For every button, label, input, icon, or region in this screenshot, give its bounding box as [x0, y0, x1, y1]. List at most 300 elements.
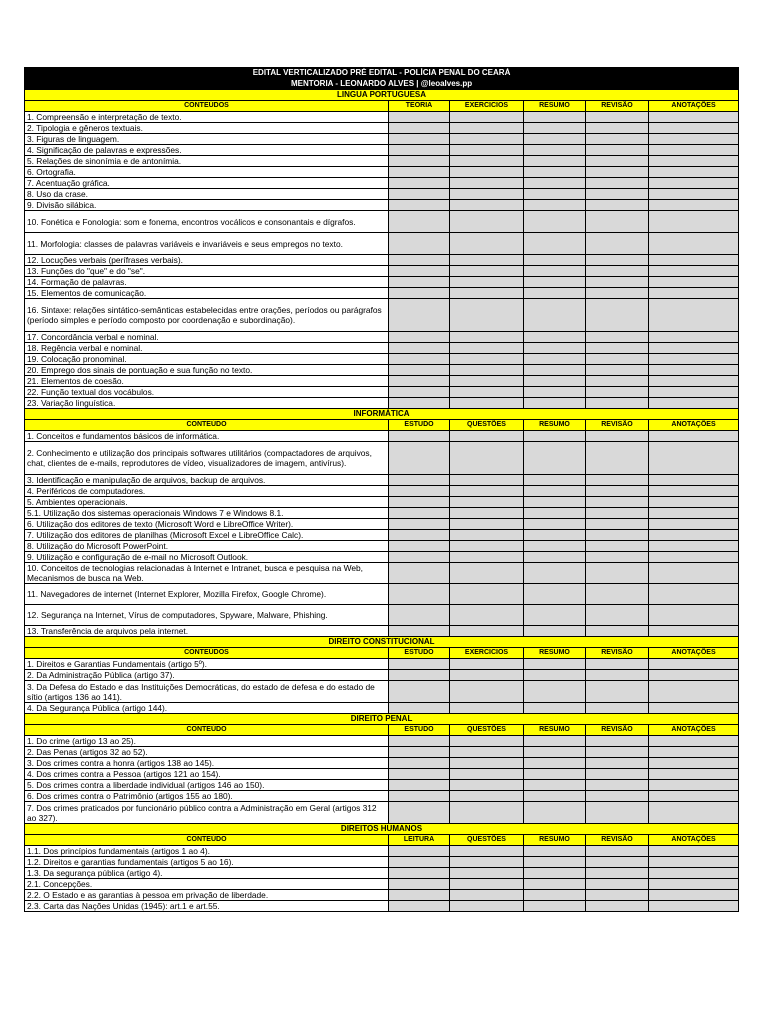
table-row: [25, 376, 739, 387]
progress-cell[interactable]: [524, 233, 586, 255]
table-row: [25, 605, 739, 626]
progress-cell[interactable]: [649, 112, 739, 123]
progress-cell[interactable]: [524, 475, 586, 486]
progress-cell[interactable]: [586, 486, 649, 497]
progress-cell[interactable]: [450, 769, 524, 780]
progress-cell[interactable]: [586, 530, 649, 541]
table-row: [25, 703, 739, 714]
progress-cell[interactable]: [586, 112, 649, 123]
progress-cell[interactable]: [389, 431, 450, 442]
progress-cell[interactable]: [586, 758, 649, 769]
progress-cell[interactable]: [389, 299, 450, 332]
progress-cell[interactable]: [524, 277, 586, 288]
progress-cell[interactable]: [649, 233, 739, 255]
progress-cell[interactable]: [649, 670, 739, 681]
progress-cell[interactable]: [389, 255, 450, 266]
progress-cell[interactable]: [450, 343, 524, 354]
progress-cell[interactable]: [649, 879, 739, 890]
progress-cell[interactable]: [586, 233, 649, 255]
progress-cell[interactable]: [450, 376, 524, 387]
progress-cell[interactable]: [649, 134, 739, 145]
progress-cell[interactable]: [524, 343, 586, 354]
progress-cell[interactable]: [524, 626, 586, 637]
progress-cell[interactable]: [450, 189, 524, 200]
progress-cell[interactable]: [389, 552, 450, 563]
progress-cell[interactable]: [450, 780, 524, 791]
topic-cell: 5.1. Utilização dos sistemas operacionais Windows 7 e Windows 8.1.: [25, 508, 389, 519]
progress-cell[interactable]: [649, 486, 739, 497]
progress-cell[interactable]: [649, 200, 739, 211]
progress-cell[interactable]: [389, 563, 450, 584]
progress-cell[interactable]: [389, 758, 450, 769]
progress-cell[interactable]: [649, 475, 739, 486]
progress-cell[interactable]: [389, 288, 450, 299]
progress-cell[interactable]: [586, 879, 649, 890]
progress-cell[interactable]: [524, 901, 586, 912]
progress-cell[interactable]: [586, 134, 649, 145]
progress-cell[interactable]: [524, 791, 586, 802]
progress-cell[interactable]: [649, 563, 739, 584]
progress-cell[interactable]: [450, 541, 524, 552]
table-row: [25, 211, 739, 233]
progress-cell[interactable]: [649, 626, 739, 637]
progress-cell[interactable]: [649, 530, 739, 541]
progress-cell[interactable]: [586, 626, 649, 637]
progress-cell[interactable]: [586, 736, 649, 747]
progress-cell[interactable]: [586, 563, 649, 584]
progress-cell[interactable]: [450, 846, 524, 857]
topic-cell: 5. Ambientes operacionais.: [25, 497, 389, 508]
progress-cell[interactable]: [450, 857, 524, 868]
progress-cell[interactable]: [524, 530, 586, 541]
progress-cell[interactable]: [524, 659, 586, 670]
progress-cell[interactable]: [450, 431, 524, 442]
progress-cell[interactable]: [586, 431, 649, 442]
progress-cell[interactable]: [450, 890, 524, 901]
progress-cell[interactable]: [524, 736, 586, 747]
progress-cell[interactable]: [450, 758, 524, 769]
progress-cell[interactable]: [450, 681, 524, 703]
progress-cell[interactable]: [586, 670, 649, 681]
progress-cell[interactable]: [649, 508, 739, 519]
progress-cell[interactable]: [586, 178, 649, 189]
table-row: [25, 530, 739, 541]
topic-cell: 4. Dos crimes contra a Pessoa (artigos 121 ao 154).: [25, 769, 389, 780]
progress-cell[interactable]: [586, 200, 649, 211]
topic-cell: 1.2. Direitos e garantias fundamentais (artigos 5 ao 16).: [25, 857, 389, 868]
progress-cell[interactable]: [524, 200, 586, 211]
progress-cell[interactable]: [524, 879, 586, 890]
progress-cell[interactable]: [586, 189, 649, 200]
progress-cell[interactable]: [450, 398, 524, 409]
progress-cell[interactable]: [649, 156, 739, 167]
progress-cell[interactable]: [524, 376, 586, 387]
progress-cell[interactable]: [586, 552, 649, 563]
progress-cell[interactable]: [389, 189, 450, 200]
progress-cell[interactable]: [586, 868, 649, 879]
progress-cell[interactable]: [389, 354, 450, 365]
progress-cell[interactable]: [649, 123, 739, 134]
column-header: RESUMO: [524, 420, 586, 431]
progress-cell[interactable]: [450, 475, 524, 486]
progress-cell[interactable]: [586, 519, 649, 530]
progress-cell[interactable]: [389, 626, 450, 637]
progress-cell[interactable]: [524, 780, 586, 791]
progress-cell[interactable]: [524, 431, 586, 442]
progress-cell[interactable]: [389, 233, 450, 255]
progress-cell[interactable]: [389, 277, 450, 288]
progress-cell[interactable]: [389, 681, 450, 703]
progress-cell[interactable]: [524, 156, 586, 167]
progress-cell[interactable]: [450, 299, 524, 332]
progress-cell[interactable]: [586, 791, 649, 802]
progress-cell[interactable]: [389, 211, 450, 233]
progress-cell[interactable]: [524, 890, 586, 901]
topic-cell: 3. Dos crimes contra a honra (artigos 138 ao 145).: [25, 758, 389, 769]
progress-cell[interactable]: [389, 846, 450, 857]
progress-cell[interactable]: [450, 901, 524, 912]
progress-cell[interactable]: [586, 156, 649, 167]
progress-cell[interactable]: [389, 486, 450, 497]
progress-cell[interactable]: [450, 354, 524, 365]
progress-cell[interactable]: [586, 145, 649, 156]
progress-cell[interactable]: [649, 552, 739, 563]
progress-cell[interactable]: [586, 769, 649, 780]
progress-cell[interactable]: [524, 508, 586, 519]
progress-cell[interactable]: [524, 123, 586, 134]
progress-cell[interactable]: [389, 769, 450, 780]
progress-cell[interactable]: [586, 332, 649, 343]
progress-cell[interactable]: [450, 497, 524, 508]
progress-cell[interactable]: [524, 134, 586, 145]
progress-cell[interactable]: [524, 288, 586, 299]
progress-cell[interactable]: [649, 189, 739, 200]
topic-cell: 21. Elementos de coesão.: [25, 376, 389, 387]
progress-cell[interactable]: [649, 703, 739, 714]
progress-cell[interactable]: [649, 266, 739, 277]
progress-cell[interactable]: [586, 659, 649, 670]
progress-cell[interactable]: [649, 758, 739, 769]
progress-cell[interactable]: [389, 605, 450, 626]
progress-cell[interactable]: [586, 508, 649, 519]
progress-cell[interactable]: [389, 343, 450, 354]
progress-cell[interactable]: [389, 747, 450, 758]
progress-cell[interactable]: [389, 387, 450, 398]
progress-cell[interactable]: [586, 288, 649, 299]
progress-cell[interactable]: [524, 846, 586, 857]
progress-cell[interactable]: [389, 167, 450, 178]
progress-cell[interactable]: [389, 332, 450, 343]
progress-cell[interactable]: [389, 134, 450, 145]
progress-cell[interactable]: [450, 288, 524, 299]
progress-cell[interactable]: [586, 365, 649, 376]
sheet-subtitle: MENTORIA - LEONARDO ALVES | @leoalves.pp: [25, 79, 739, 90]
progress-cell[interactable]: [524, 266, 586, 277]
progress-cell[interactable]: [389, 376, 450, 387]
progress-cell[interactable]: [389, 868, 450, 879]
progress-cell[interactable]: [649, 780, 739, 791]
progress-cell[interactable]: [389, 584, 450, 605]
progress-cell[interactable]: [524, 747, 586, 758]
progress-cell[interactable]: [586, 901, 649, 912]
progress-cell[interactable]: [450, 879, 524, 890]
progress-cell[interactable]: [649, 541, 739, 552]
progress-cell[interactable]: [649, 442, 739, 475]
progress-cell[interactable]: [586, 123, 649, 134]
progress-cell[interactable]: [524, 354, 586, 365]
progress-cell[interactable]: [389, 475, 450, 486]
progress-cell[interactable]: [389, 365, 450, 376]
progress-cell[interactable]: [649, 332, 739, 343]
progress-cell[interactable]: [524, 584, 586, 605]
progress-cell[interactable]: [450, 670, 524, 681]
progress-cell[interactable]: [649, 376, 739, 387]
progress-cell[interactable]: [450, 365, 524, 376]
progress-cell[interactable]: [450, 868, 524, 879]
progress-cell[interactable]: [649, 288, 739, 299]
progress-cell[interactable]: [524, 769, 586, 780]
progress-cell[interactable]: [524, 255, 586, 266]
progress-cell[interactable]: [649, 211, 739, 233]
topic-cell: 11. Navegadores de internet (Internet Explorer, Mozilla Firefox, Google Chrome).: [25, 584, 389, 605]
progress-cell[interactable]: [389, 178, 450, 189]
topic-cell: 13. Transferência de arquivos pela internet.: [25, 626, 389, 637]
progress-cell[interactable]: [649, 145, 739, 156]
column-header-row: [25, 835, 739, 846]
progress-cell[interactable]: [389, 145, 450, 156]
progress-cell[interactable]: [524, 145, 586, 156]
progress-cell[interactable]: [524, 178, 586, 189]
progress-cell[interactable]: [586, 703, 649, 714]
progress-cell[interactable]: [586, 605, 649, 626]
progress-cell[interactable]: [524, 670, 586, 681]
table-row: [25, 354, 739, 365]
progress-cell[interactable]: [649, 299, 739, 332]
progress-cell[interactable]: [649, 681, 739, 703]
progress-cell[interactable]: [450, 387, 524, 398]
column-header: REVISÃO: [586, 835, 649, 846]
progress-cell[interactable]: [524, 605, 586, 626]
progress-cell[interactable]: [586, 802, 649, 824]
topic-cell: 4. Periféricos de computadores.: [25, 486, 389, 497]
progress-cell[interactable]: [450, 332, 524, 343]
progress-cell[interactable]: [586, 747, 649, 758]
progress-cell[interactable]: [649, 178, 739, 189]
progress-cell[interactable]: [524, 365, 586, 376]
progress-cell[interactable]: [524, 802, 586, 824]
section-title: DIREITO PENAL: [25, 714, 739, 725]
progress-cell[interactable]: [389, 497, 450, 508]
progress-cell[interactable]: [649, 736, 739, 747]
topic-cell: 8. Uso da crase.: [25, 189, 389, 200]
progress-cell[interactable]: [649, 387, 739, 398]
progress-cell[interactable]: [450, 442, 524, 475]
progress-cell[interactable]: [450, 112, 524, 123]
progress-cell[interactable]: [450, 123, 524, 134]
progress-cell[interactable]: [389, 780, 450, 791]
progress-cell[interactable]: [450, 703, 524, 714]
progress-cell[interactable]: [389, 112, 450, 123]
progress-cell[interactable]: [586, 167, 649, 178]
progress-cell[interactable]: [524, 703, 586, 714]
progress-cell[interactable]: [389, 857, 450, 868]
progress-cell[interactable]: [524, 868, 586, 879]
progress-cell[interactable]: [450, 519, 524, 530]
progress-cell[interactable]: [389, 670, 450, 681]
progress-cell[interactable]: [450, 266, 524, 277]
progress-cell[interactable]: [450, 626, 524, 637]
progress-cell[interactable]: [586, 497, 649, 508]
progress-cell[interactable]: [649, 398, 739, 409]
progress-cell[interactable]: [524, 112, 586, 123]
progress-cell[interactable]: [524, 857, 586, 868]
progress-cell[interactable]: [649, 890, 739, 901]
progress-cell[interactable]: [586, 255, 649, 266]
progress-cell[interactable]: [450, 156, 524, 167]
progress-cell[interactable]: [450, 530, 524, 541]
progress-cell[interactable]: [649, 519, 739, 530]
progress-cell[interactable]: [649, 846, 739, 857]
progress-cell[interactable]: [586, 890, 649, 901]
progress-cell[interactable]: [450, 277, 524, 288]
progress-cell[interactable]: [649, 354, 739, 365]
progress-cell[interactable]: [586, 780, 649, 791]
progress-cell[interactable]: [389, 791, 450, 802]
progress-cell[interactable]: [450, 802, 524, 824]
progress-cell[interactable]: [450, 791, 524, 802]
progress-cell[interactable]: [649, 431, 739, 442]
progress-cell[interactable]: [450, 486, 524, 497]
progress-cell[interactable]: [524, 681, 586, 703]
progress-cell[interactable]: [450, 563, 524, 584]
progress-cell[interactable]: [524, 387, 586, 398]
topic-cell: 1. Compreensão e interpretação de texto.: [25, 112, 389, 123]
progress-cell[interactable]: [450, 508, 524, 519]
progress-cell[interactable]: [524, 486, 586, 497]
progress-cell[interactable]: [649, 868, 739, 879]
progress-cell[interactable]: [389, 508, 450, 519]
progress-cell[interactable]: [586, 277, 649, 288]
progress-cell[interactable]: [586, 846, 649, 857]
progress-cell[interactable]: [586, 857, 649, 868]
progress-cell[interactable]: [389, 703, 450, 714]
column-header: RESUMO: [524, 101, 586, 112]
progress-cell[interactable]: [649, 857, 739, 868]
progress-cell[interactable]: [389, 736, 450, 747]
progress-cell[interactable]: [450, 145, 524, 156]
progress-cell[interactable]: [389, 890, 450, 901]
progress-cell[interactable]: [389, 901, 450, 912]
progress-cell[interactable]: [649, 167, 739, 178]
progress-cell[interactable]: [586, 354, 649, 365]
column-header: CONTEÚDO: [25, 835, 389, 846]
table-row: [25, 486, 739, 497]
progress-cell[interactable]: [524, 332, 586, 343]
progress-cell[interactable]: [389, 123, 450, 134]
progress-cell[interactable]: [524, 442, 586, 475]
progress-cell[interactable]: [450, 233, 524, 255]
section-title: DIREITOS HUMANOS: [25, 824, 739, 835]
progress-cell[interactable]: [450, 211, 524, 233]
progress-cell[interactable]: [524, 299, 586, 332]
progress-cell[interactable]: [524, 189, 586, 200]
progress-cell[interactable]: [389, 659, 450, 670]
progress-cell[interactable]: [649, 802, 739, 824]
progress-cell[interactable]: [649, 497, 739, 508]
progress-cell[interactable]: [389, 541, 450, 552]
progress-cell[interactable]: [524, 552, 586, 563]
progress-cell[interactable]: [649, 901, 739, 912]
progress-cell[interactable]: [649, 769, 739, 780]
progress-cell[interactable]: [450, 167, 524, 178]
progress-cell[interactable]: [586, 681, 649, 703]
progress-cell[interactable]: [586, 376, 649, 387]
column-header: QUESTÕES: [450, 835, 524, 846]
progress-cell[interactable]: [389, 442, 450, 475]
progress-cell[interactable]: [389, 530, 450, 541]
progress-cell[interactable]: [524, 211, 586, 233]
progress-cell[interactable]: [389, 802, 450, 824]
progress-cell[interactable]: [586, 584, 649, 605]
progress-cell[interactable]: [649, 365, 739, 376]
progress-cell[interactable]: [586, 387, 649, 398]
topic-cell: 8. Utilização do Microsoft PowerPoint.: [25, 541, 389, 552]
progress-cell[interactable]: [524, 519, 586, 530]
progress-cell[interactable]: [450, 552, 524, 563]
progress-cell[interactable]: [524, 563, 586, 584]
progress-cell[interactable]: [649, 605, 739, 626]
progress-cell[interactable]: [450, 255, 524, 266]
progress-cell[interactable]: [524, 758, 586, 769]
progress-cell[interactable]: [450, 747, 524, 758]
progress-cell[interactable]: [586, 266, 649, 277]
progress-cell[interactable]: [450, 605, 524, 626]
progress-cell[interactable]: [586, 398, 649, 409]
progress-cell[interactable]: [389, 156, 450, 167]
progress-cell[interactable]: [586, 541, 649, 552]
progress-cell[interactable]: [389, 266, 450, 277]
progress-cell[interactable]: [389, 879, 450, 890]
progress-cell[interactable]: [586, 211, 649, 233]
topic-cell: 11. Morfologia: classes de palavras variáveis e invariáveis e seus empregos no texto.: [25, 233, 389, 255]
progress-cell[interactable]: [524, 541, 586, 552]
progress-cell[interactable]: [649, 255, 739, 266]
progress-cell[interactable]: [450, 659, 524, 670]
progress-cell[interactable]: [524, 398, 586, 409]
progress-cell[interactable]: [389, 519, 450, 530]
progress-cell[interactable]: [524, 167, 586, 178]
progress-cell[interactable]: [450, 134, 524, 145]
progress-cell[interactable]: [649, 343, 739, 354]
progress-cell[interactable]: [450, 178, 524, 189]
progress-cell[interactable]: [586, 343, 649, 354]
progress-cell[interactable]: [586, 475, 649, 486]
progress-cell[interactable]: [450, 736, 524, 747]
progress-cell[interactable]: [389, 200, 450, 211]
progress-cell[interactable]: [389, 398, 450, 409]
progress-cell[interactable]: [649, 277, 739, 288]
progress-cell[interactable]: [649, 791, 739, 802]
progress-cell[interactable]: [586, 442, 649, 475]
progress-cell[interactable]: [649, 584, 739, 605]
progress-cell[interactable]: [450, 584, 524, 605]
progress-cell[interactable]: [450, 200, 524, 211]
progress-cell[interactable]: [649, 747, 739, 758]
progress-cell[interactable]: [586, 299, 649, 332]
progress-cell[interactable]: [524, 497, 586, 508]
table-row: [25, 365, 739, 376]
progress-cell[interactable]: [649, 659, 739, 670]
